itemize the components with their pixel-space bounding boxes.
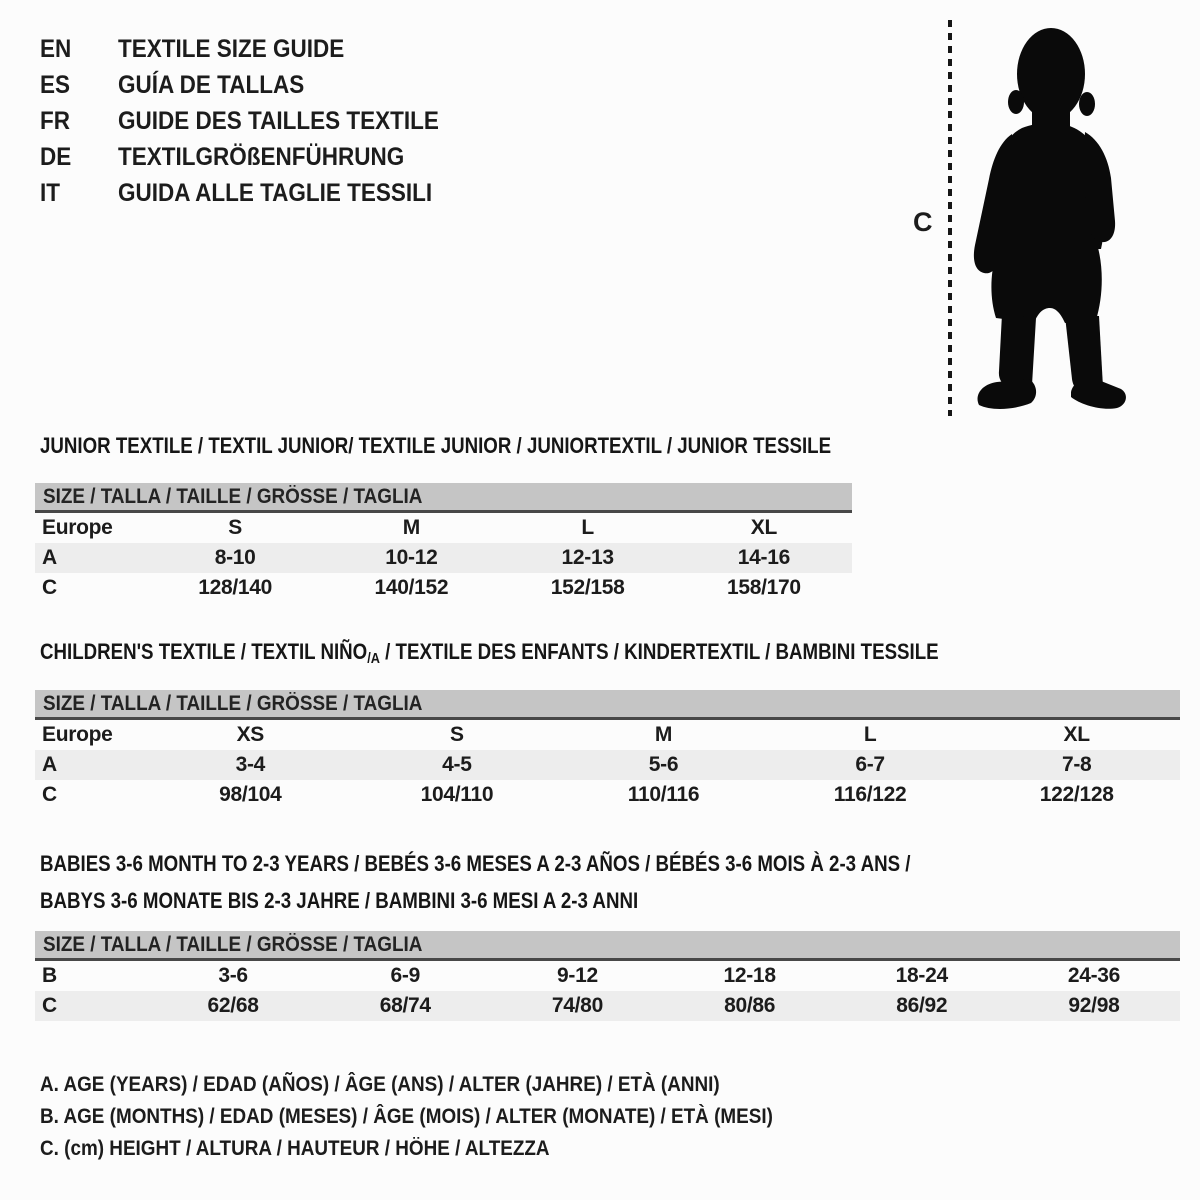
section-title-segment: /A [367,650,380,667]
table-size-header-text: SIZE / TALLA / TAILLE / GRÖSSE / TAGLIA [43,933,423,956]
language-code-text: IT [40,179,60,207]
table-size-header [35,483,852,513]
language-code [40,175,118,211]
table-cell: 140/152 [374,576,449,599]
table-cell: 158/170 [726,576,801,599]
table-cell: 14-16 [737,546,790,569]
table-cell: L [863,723,877,746]
table-size-header [35,931,1180,961]
section-title-segment: JUNIOR TEXTILE / TEXTIL JUNIOR/ TEXTILE JUNIOR / JUNIORTEXTIL / JUNIOR TESSILE [40,433,832,458]
section-title-segment: BABYS 3-6 MONATE BIS 2-3 JAHRE / BAMBINI 3-6 MESI A 2-3 ANNI [40,888,639,913]
table-row-label: A [42,753,57,776]
table-row [35,750,1180,780]
table-row-label: A [42,546,57,569]
table-cell: 68/74 [379,994,431,1017]
table-cell: 110/116 [627,783,700,806]
table-row [35,573,852,603]
table-cell: 3-6 [218,964,248,987]
language-code [40,67,118,103]
table-cell: 4-5 [442,753,472,776]
toddler-silhouette-icon [962,16,1140,414]
section-title-segment: / TEXTILE DES ENFANTS / KINDERTEXTIL / BAMBINI TESSILE [379,639,939,664]
language-code-text: EN [40,35,72,63]
table-cell: M [654,723,673,746]
language-row [40,67,475,103]
table-row-label: Europe [42,723,113,746]
language-code [40,31,118,67]
table-cell: XL [750,516,777,539]
table-size-header-text: SIZE / TALLA / TAILLE / GRÖSSE / TAGLIA [43,692,423,715]
language-code [40,103,118,139]
table-row-label: C [42,994,57,1017]
language-list [40,31,475,211]
size-table [35,690,1180,810]
language-row [40,103,475,139]
table-cell: 128/140 [198,576,273,599]
table-cell: XL [1063,723,1090,746]
language-label: GUIDE DES TAILLES TEXTILE [118,107,439,135]
table-cell: 104/110 [420,783,494,806]
language-label: TEXTILE SIZE GUIDE [118,35,345,63]
table-row [35,513,852,543]
section-title-segment: CHILDREN'S TEXTILE / TEXTIL NIÑO [40,639,368,664]
table-cell: 5-6 [648,753,679,776]
table-cell: 122/128 [1039,783,1114,806]
table-cell: 6-7 [855,753,885,776]
section-title-line [40,434,831,458]
language-row [40,175,475,211]
height-dashed-line [948,20,952,416]
table-cell: S [228,516,242,539]
language-label: TEXTILGRÖßENFÜHRUNG [118,143,405,171]
language-label: GUÍA DE TALLAS [118,71,305,99]
size-table [35,931,1180,1021]
language-code [40,139,118,175]
language-row [40,139,475,175]
table-cell: 18-24 [895,964,948,987]
table-cell: 7-8 [1061,753,1092,776]
legend-note: A. AGE (YEARS) / EDAD (AÑOS) / ÂGE (ANS) / ALTER (JAHRE) / ETÀ (ANNI) [40,1073,720,1096]
table-cell: 6-9 [390,964,420,987]
table-row [35,991,1180,1021]
section-title-line [40,640,939,671]
language-code-text: FR [40,107,70,135]
table-cell: 152/158 [550,576,625,599]
table-row-label: Europe [42,516,113,539]
table-cell: 24-36 [1067,964,1121,987]
table-cell: 62/68 [207,994,259,1017]
section-title-line [40,845,910,882]
height-measure-label: C [913,207,933,237]
table-cell: 86/92 [896,994,948,1017]
section-title [40,845,1064,919]
table-row-label: B [42,964,57,987]
language-row [40,31,475,67]
table-cell: 12-18 [723,964,776,987]
legend-note: C. (cm) HEIGHT / ALTURA / HAUTEUR / HÖHE / ALTEZZA [40,1137,550,1160]
table-cell: L [581,516,594,539]
table-cell: M [402,516,420,539]
table-cell: 116/122 [833,783,907,806]
size-table [35,483,852,603]
legend-notes [40,1069,854,1165]
table-cell: 3-4 [235,753,266,776]
table-cell: S [450,723,464,746]
table-row-label: C [42,783,57,806]
table-row-label: C [42,576,57,599]
table-cell: 10-12 [385,546,438,569]
language-code-text: DE [40,143,72,171]
language-label: GUIDA ALLE TAGLIE TESSILI [118,179,433,207]
table-cell: 92/98 [1068,994,1120,1017]
table-cell: 12-13 [561,546,614,569]
section-title [40,640,1097,671]
table-cell: 74/80 [551,994,603,1017]
section-title-segment: BABIES 3-6 MONTH TO 2-3 YEARS / BEBÉS 3-6 MESES A 2-3 AÑOS / BÉBÉS 3-6 MOIS À 2-3 ANS / [40,851,911,876]
table-row [35,543,852,573]
table-row [35,961,1180,991]
table-size-header-text: SIZE / TALLA / TAILLE / GRÖSSE / TAGLIA [43,485,423,508]
table-size-header [35,690,1180,720]
language-code-text: ES [40,71,71,99]
section-title-line [40,882,910,919]
table-cell: XS [236,723,264,746]
section-title [40,434,971,458]
table-row [35,720,1180,750]
table-cell: 98/104 [219,783,282,806]
table-cell: 8-10 [214,546,256,569]
table-row [35,780,1180,810]
table-cell: 80/86 [724,994,776,1017]
table-cell: 9-12 [557,964,598,987]
legend-note: B. AGE (MONTHS) / EDAD (MESES) / ÂGE (MOIS) / ALTER (MONATE) / ETÀ (MESI) [40,1105,773,1128]
